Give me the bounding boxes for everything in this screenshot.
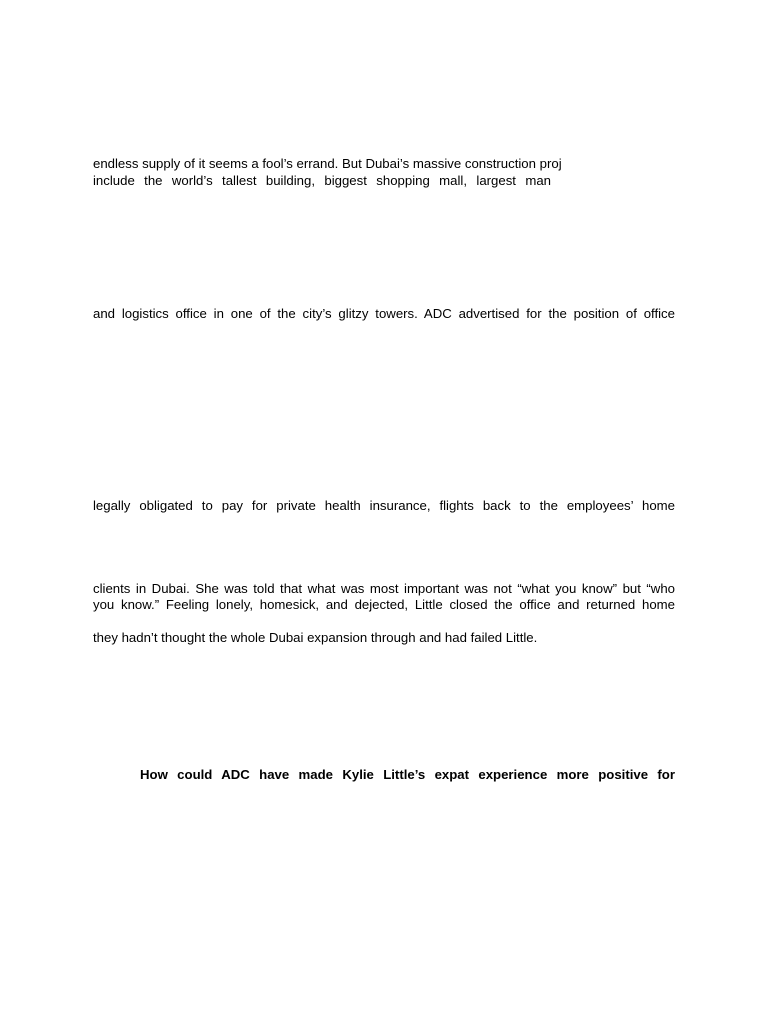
text-line: you know.” Feeling lonely, homesick, and dejected, Little closed the office and returned home bbox=[93, 597, 675, 612]
text-line: legally obligated to pay for private health insurance, flights back to the employees’ home bbox=[93, 498, 675, 513]
question-heading: How could ADC have made Kylie Little’s expat experience more positive for bbox=[140, 767, 675, 782]
text-line: endless supply of it seems a fool’s errand. But Dubai’s massive construction proj bbox=[93, 156, 562, 171]
text-line: include the world’s tallest building, biggest shopping mall, largest man bbox=[93, 173, 551, 188]
text-line: they hadn’t thought the whole Dubai expansion through and had failed Little. bbox=[93, 630, 538, 645]
text-line: clients in Dubai. She was told that what was most important was not “what you know” but “who bbox=[93, 581, 675, 596]
text-line: and logistics office in one of the city’s glitzy towers. ADC advertised for the position of office bbox=[93, 306, 675, 321]
